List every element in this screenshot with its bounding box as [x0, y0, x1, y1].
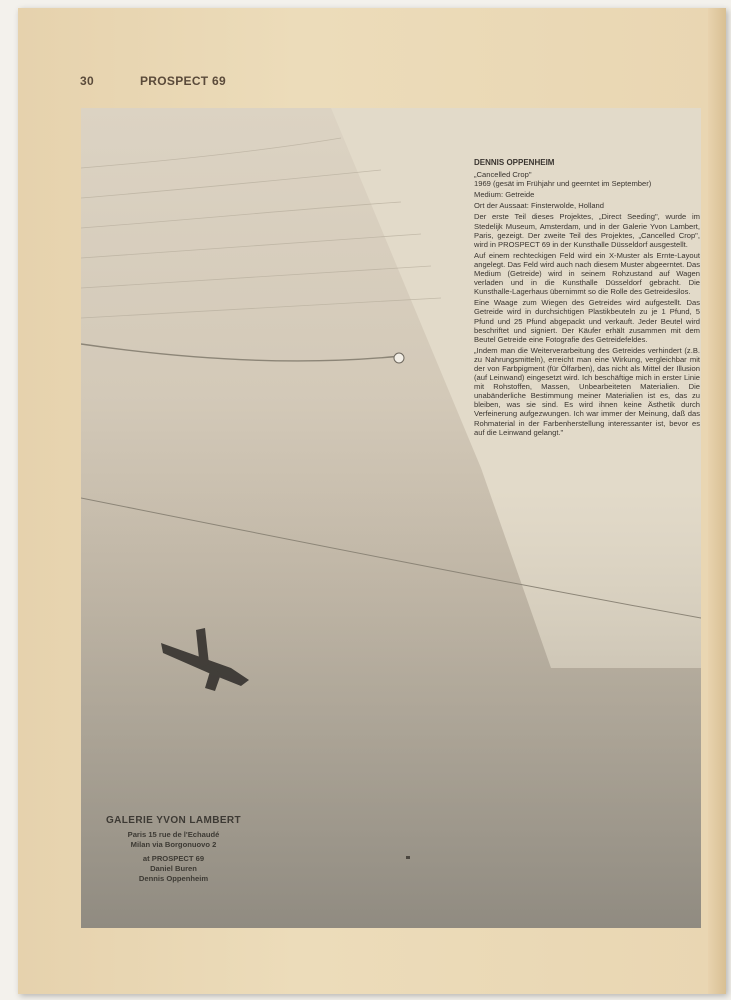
gallery-name: GALERIE YVON LAMBERT [105, 815, 242, 826]
caption-artist-2: Dennis Oppenheim [138, 874, 209, 883]
page-edge [708, 8, 726, 994]
article-paragraph-4: „Indem man die Weiterverarbeitung des Getreides verhindert (z.B. zu Nahrungsmitteln), erreicht man eine Wirkung, vergleichbar mit der von Farbpigment (für Ölfarben), das nicht als Mittel der Illusion (auf Leinwand) eingesetzt wird. Ich beschäftige mich in erster Linie mit Rohstoffen, Massen, Unbearbeiteten Materialien. Die unabänderliche Bestimmung meiner Materialien ist es, das zu bleiben, was sie sind. Es wird ihnen keine Ästhetik durch Verfeinerung aufgezwungen. Ich war immer der Meinung, daß das Rohmaterial in der Farbenherstellung interessanter ist, bevor es auf die Leinwand gelangt." [474, 345, 700, 437]
publication-title: PROSPECT 69 [140, 74, 226, 88]
article-paragraph-1: Der erste Teil dieses Projektes, „Direct Seeding", wurde im Stedelijk Museum, Amsterdam, und in der Galerie Yvon Lambert, Paris, gezeigt. Der zweite Teil des Projektes, „Cancelled Crop", wird in PROSPECT 69 in der Kunsthalle Düsseldorf ausgestellt. [474, 212, 700, 249]
page-header [80, 74, 226, 88]
event-name: at PROSPECT 69 [142, 854, 205, 863]
caption-artist-1: Daniel Buren [150, 864, 197, 873]
field-speck [406, 856, 410, 859]
field-track-line [81, 344, 401, 361]
article-paragraph-2: Auf einem rechteckigen Feld wird ein X-Muster als Ernte-Layout angelegt. Das Feld wird auch nach diesem Muster abgeerntet. Das Medium (Getreide) wird in seinem Rohzustand auf Wagen verladen und in die Kunsthalle Düsseldorf gebracht. Die Kunsthalle-Lagerhaus übernimmt so die Rolle des Getreidesilos. [474, 250, 700, 297]
harvester-icon [394, 353, 404, 363]
article-text [474, 158, 700, 439]
work-location: Ort der Aussaat: Finsterwolde, Holland [474, 201, 604, 211]
gallery-address-milan: Milan via Borgonuovo 2 [130, 840, 217, 849]
work-title: „Cancelled Crop" [474, 170, 532, 180]
page-number: 30 [80, 74, 94, 88]
work-dates: 1969 (gesät im Frühjahr und geerntet im September) [474, 179, 652, 189]
work-medium: Medium: Getreide [474, 190, 535, 200]
article-paragraph-3: Eine Waage zum Wiegen des Getreides wird aufgestellt. Das Getreide wird in durchsichtigen Plastikbeuteln zu je 1 Pfund, 5 Pfund und 25 Pfund abgepackt und verkauft. Jeder Beutel wird beschriftet und signiert. Der Käufer erhält zusammen mit dem Beutel Getreide eine Fotografie des Getreidefeldes. [474, 298, 700, 344]
magazine-page [18, 8, 726, 994]
artist-name: DENNIS OPPENHEIM [474, 158, 555, 167]
gallery-address-paris: Paris 15 rue de l'Echaudé [127, 830, 220, 839]
gallery-caption [86, 816, 261, 884]
